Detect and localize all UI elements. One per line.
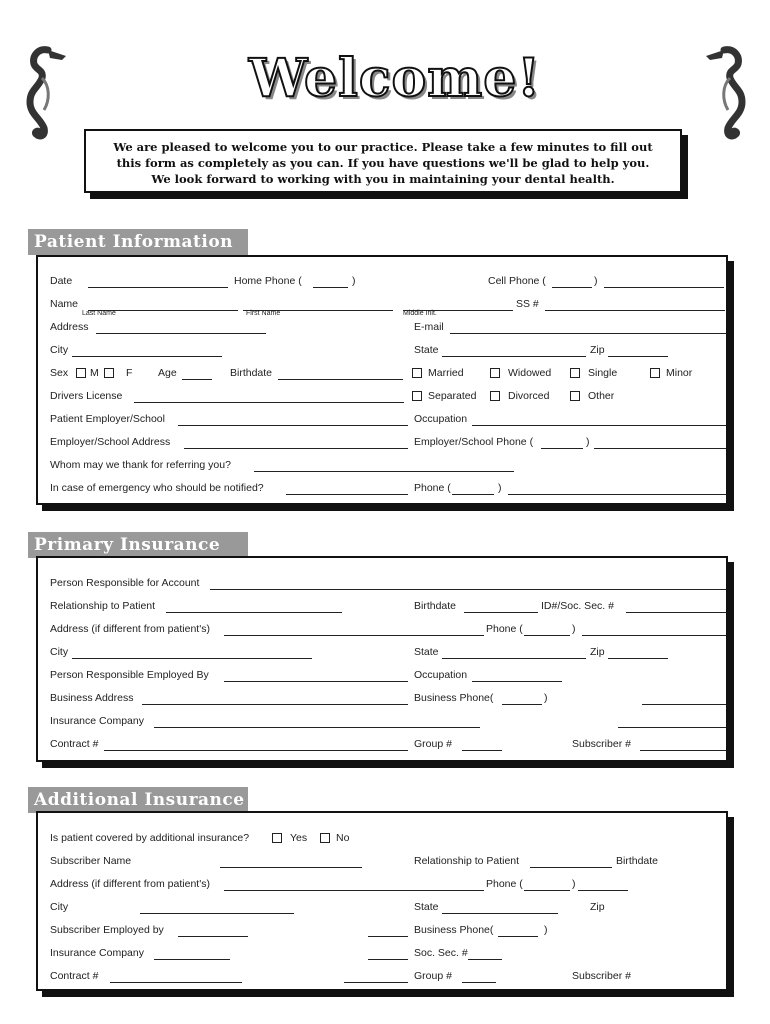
add-state-label: State <box>414 901 439 913</box>
single-label: Single <box>588 367 618 379</box>
add-group-label: Group # <box>414 970 452 982</box>
separated-checkbox[interactable] <box>412 391 422 401</box>
contract-label: Contract # <box>50 738 99 750</box>
add-city-field[interactable] <box>140 913 294 914</box>
primary-phone-close: ) <box>572 623 576 635</box>
primary-city-field[interactable] <box>72 658 312 659</box>
home-phone-close: ) <box>352 275 356 287</box>
covered-no-checkbox[interactable] <box>320 833 330 843</box>
page-title: Welcome! <box>248 48 542 109</box>
add-business-phone-label: Business Phone( <box>414 924 494 936</box>
ss-label: SS # <box>516 298 539 310</box>
business-phone-field[interactable] <box>642 704 726 705</box>
middle-init-caption: Middle Init. <box>403 310 437 317</box>
date-field[interactable] <box>88 287 228 288</box>
primary-birthdate-field[interactable] <box>464 612 538 613</box>
ss-field[interactable] <box>545 310 725 311</box>
add-state-field[interactable] <box>442 913 558 914</box>
minor-checkbox[interactable] <box>650 368 660 378</box>
section-title-patient: Patient Information <box>28 229 248 255</box>
other-label: Other <box>588 390 615 402</box>
primary-address-field[interactable] <box>224 635 484 636</box>
add-relationship-field[interactable] <box>530 867 612 868</box>
primary-state-field[interactable] <box>442 658 586 659</box>
sex-label: Sex <box>50 367 69 379</box>
section-title-primary: Primary Insurance <box>28 532 248 558</box>
divorced-checkbox[interactable] <box>490 391 500 401</box>
employer-label: Patient Employer/School <box>50 413 165 425</box>
additional-insurance-box <box>36 811 728 991</box>
business-address-label: Business Address <box>50 692 134 704</box>
age-field[interactable] <box>182 379 212 380</box>
relationship-field[interactable] <box>166 612 342 613</box>
add-zip-label: Zip <box>590 901 605 913</box>
add-phone-field[interactable] <box>578 890 628 891</box>
zip-field[interactable] <box>608 356 668 357</box>
seahorse-left-icon <box>14 42 74 142</box>
add-employed-by-field[interactable] <box>178 936 248 937</box>
email-field[interactable] <box>450 333 726 334</box>
soc-sec-label: Soc. Sec. # <box>414 947 468 959</box>
separated-label: Separated <box>428 390 477 402</box>
email-label: E-mail <box>414 321 444 333</box>
married-checkbox[interactable] <box>412 368 422 378</box>
responsible-field[interactable] <box>210 589 726 590</box>
widowed-label: Widowed <box>508 367 552 379</box>
home-phone-field[interactable] <box>313 287 348 288</box>
insurance-company-field[interactable] <box>154 727 480 728</box>
married-label: Married <box>428 367 464 379</box>
emergency-field[interactable] <box>286 494 408 495</box>
state-label: State <box>414 344 439 356</box>
id-ss-field[interactable] <box>626 612 726 613</box>
business-address-field[interactable] <box>142 704 408 705</box>
employed-by-label: Person Responsible Employed By <box>50 669 209 681</box>
add-address-label: Address (if different from patient's) <box>50 878 210 890</box>
address-label: Address <box>50 321 89 333</box>
age-label: Age <box>158 367 177 379</box>
widowed-checkbox[interactable] <box>490 368 500 378</box>
add-business-phone-close: ) <box>544 924 548 936</box>
insurance-company-extra-field[interactable] <box>618 727 726 728</box>
primary-birthdate-label: Birthdate <box>414 600 457 612</box>
soc-sec-field[interactable] <box>468 959 502 960</box>
primary-address-label: Address (if different from patient's) <box>50 623 210 635</box>
primary-zip-field[interactable] <box>608 658 668 659</box>
contract-field[interactable] <box>104 750 408 751</box>
primary-insurance-box <box>36 556 728 762</box>
emergency-phone-field[interactable] <box>508 494 726 495</box>
address-field[interactable] <box>96 333 266 334</box>
occupation-field[interactable] <box>472 425 726 426</box>
intro-line: this form as completely as you can. If you have questions we'll be glad to help you. <box>116 156 650 170</box>
insurance-company-label: Insurance Company <box>50 715 144 727</box>
patient-info-box <box>36 255 728 505</box>
drivers-license-field[interactable] <box>134 402 404 403</box>
home-phone-label: Home Phone ( <box>234 275 302 287</box>
last-name-caption: Last Name <box>82 310 116 317</box>
birthdate-label: Birthdate <box>230 367 273 379</box>
cell-phone-area-field[interactable] <box>552 287 592 288</box>
employed-by-field[interactable] <box>224 681 408 682</box>
date-label: Date <box>50 275 73 287</box>
single-checkbox[interactable] <box>570 368 580 378</box>
covered-no-label: No <box>336 832 350 844</box>
city-field[interactable] <box>72 356 222 357</box>
add-city-label: City <box>50 901 69 913</box>
add-relationship-label: Relationship to Patient <box>414 855 520 867</box>
subscriber-name-label: Subscriber Name <box>50 855 132 867</box>
cell-phone-close: ) <box>594 275 598 287</box>
add-phone-close: ) <box>572 878 576 890</box>
referral-label: Whom may we thank for referring you? <box>50 459 231 471</box>
occupation-label: Occupation <box>414 413 468 425</box>
emergency-phone-close: ) <box>498 482 502 494</box>
intro-line: We look forward to working with you in maintaining your dental health. <box>151 172 615 186</box>
business-phone-area-field[interactable] <box>502 704 542 705</box>
cell-phone-label: Cell Phone ( <box>488 275 546 287</box>
business-phone-close: ) <box>544 692 548 704</box>
employer-address-label: Employer/School Address <box>50 436 171 448</box>
add-insurance-company-label: Insurance Company <box>50 947 144 959</box>
subscriber-label: Subscriber # <box>572 738 631 750</box>
emergency-phone-area-field[interactable] <box>452 494 494 495</box>
primary-state-label: State <box>414 646 439 658</box>
emergency-label: In case of emergency who should be notified? <box>50 482 264 494</box>
subscriber-name-field[interactable] <box>220 867 362 868</box>
intro-box <box>84 129 682 193</box>
employer-address-field[interactable] <box>184 448 408 449</box>
add-subscriber-label: Subscriber # <box>572 970 631 982</box>
cell-phone-field[interactable] <box>604 287 724 288</box>
employer-phone-area-field[interactable] <box>541 448 583 449</box>
covered-label: Is patient covered by additional insurance? <box>50 832 250 844</box>
add-employed-by-extra-field[interactable] <box>368 936 408 937</box>
add-phone-label: Phone ( <box>486 878 523 890</box>
primary-phone-field[interactable] <box>582 635 726 636</box>
add-contract-extra-field[interactable] <box>344 982 408 983</box>
add-contract-field[interactable] <box>110 982 242 983</box>
state-field[interactable] <box>442 356 586 357</box>
referral-field[interactable] <box>254 471 514 472</box>
first-name-caption: First Name <box>246 310 281 317</box>
covered-yes-checkbox[interactable] <box>272 833 282 843</box>
add-group-field[interactable] <box>462 982 496 983</box>
add-birthdate-label: Birthdate <box>616 855 659 867</box>
add-contract-label: Contract # <box>50 970 99 982</box>
other-checkbox[interactable] <box>570 391 580 401</box>
sex-m-checkbox[interactable] <box>76 368 86 378</box>
divorced-label: Divorced <box>508 390 550 402</box>
minor-label: Minor <box>666 367 693 379</box>
seahorse-right-icon <box>698 42 758 142</box>
relationship-label: Relationship to Patient <box>50 600 156 612</box>
employer-phone-field[interactable] <box>594 448 726 449</box>
primary-phone-label: Phone ( <box>486 623 523 635</box>
primary-phone-area-field[interactable] <box>524 635 570 636</box>
name-label: Name <box>50 298 79 310</box>
responsible-label: Person Responsible for Account <box>50 577 200 589</box>
primary-zip-label: Zip <box>590 646 605 658</box>
city-label: City <box>50 344 69 356</box>
intro-line: We are pleased to welcome you to our practice. Please take a few minutes to fill out <box>113 140 653 154</box>
sex-m-label: M <box>90 367 99 379</box>
id-ss-label: ID#/Soc. Sec. # <box>541 600 614 612</box>
group-label: Group # <box>414 738 452 750</box>
birthdate-field[interactable] <box>278 379 403 380</box>
business-phone-label: Business Phone( <box>414 692 494 704</box>
subscriber-field[interactable] <box>640 750 726 751</box>
primary-occupation-label: Occupation <box>414 669 468 681</box>
zip-label: Zip <box>590 344 605 356</box>
add-employed-by-label: Subscriber Employed by <box>50 924 164 936</box>
drivers-license-label: Drivers License <box>50 390 123 402</box>
primary-city-label: City <box>50 646 69 658</box>
add-insurance-company-field[interactable] <box>154 959 230 960</box>
add-address-field[interactable] <box>224 890 484 891</box>
covered-yes-label: Yes <box>290 832 308 844</box>
employer-field[interactable] <box>178 425 408 426</box>
add-business-phone-area-field[interactable] <box>498 936 538 937</box>
group-field[interactable] <box>462 750 502 751</box>
employer-phone-label: Employer/School Phone ( <box>414 436 534 448</box>
emergency-phone-label: Phone ( <box>414 482 451 494</box>
employer-phone-close: ) <box>586 436 590 448</box>
sex-f-checkbox[interactable] <box>104 368 114 378</box>
sex-f-label: F <box>126 367 133 379</box>
section-title-additional: Additional Insurance <box>28 787 248 813</box>
add-insurance-company-extra-field[interactable] <box>368 959 408 960</box>
primary-occupation-field[interactable] <box>472 681 562 682</box>
add-phone-area-field[interactable] <box>524 890 570 891</box>
